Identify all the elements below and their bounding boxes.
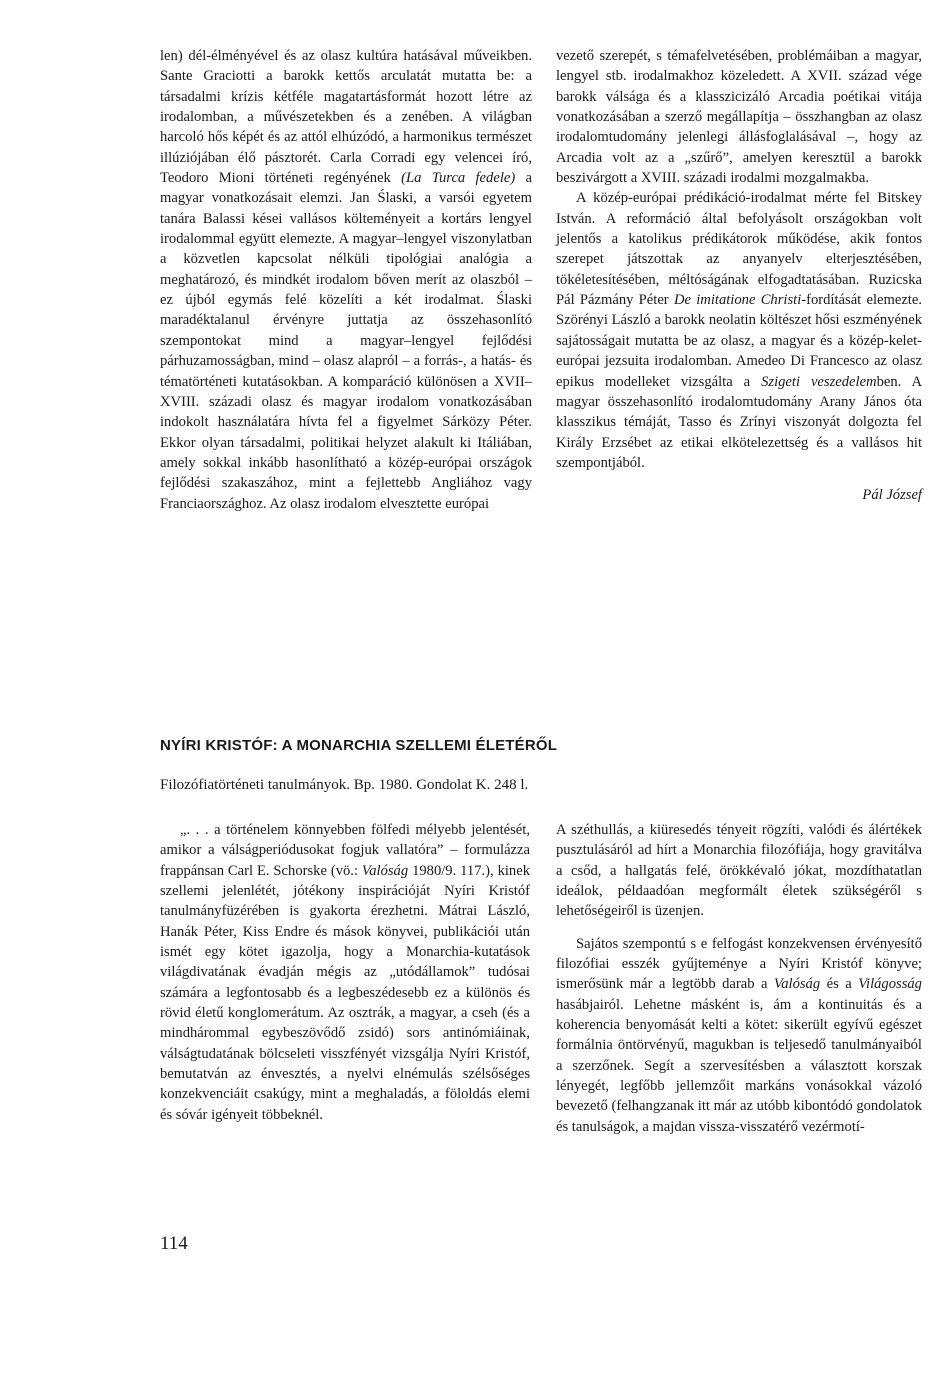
previous-review-left-column: [160, 46, 532, 514]
review-paragraph: „. . . a történelem könnyebben fölfedi mélyebb jelentését, amikor a válságperiódusokat fogjuk vallatóra” – formulázza frappánsan Carl E. Schorske (vö.: Valóság 1980/9. 117.), kinek szellemi jelenlétét, jótékony inspirációját Nyíri Kristóf tanulmányfüzérében is gyakorta érezhetni. Mátrai László, Hanák Péter, Kiss Endre és mások könyvei, publikációi után ismét egy kötet igazolja, hogy a Monarchia-kutatások világdivatának évadján mégis az „utódállamok” tudósai számára a legfontosabb és a legbeszédesebb ez a különös és rövid életű konglomerátum. Az osztrák, a magyar, a cseh (és a mindhárommal egybeszövődő zsidó) sors antinómiáinak, válságtudatának bölcseleti visszfényét vizsgálja Nyíri Kristóf, bemutatván az énvesztés, a nyelvi elnémulás szélsőséges konzekvenciáit csakúgy, mint a meghaladás, a föloldás elemi és sóvár igényeit többeknél.: [160, 822, 530, 1123]
previous-review-paragraph: A közép-európai prédikáció-irodalmat mérte fel Bitskey István. A reformáció által befolyásolt országokban volt jelentős a katolikus prédikátorok működése, akik fontos szerepet játszottak az anyanyelv elterjesztésében, tökéletesítésében, méltóságának elfogadtatásában. Ruzicska Pál Pázmány Péter De imitatione Christi-fordítását elemezte. Szörényi László a barokk neolatin költészet hősi eszményének sajátosságait mutatta be az olasz, a magyar és a közép-kelet-európai jezsuita irodalomban. Amedeo Di Francesco az olasz epikus modelleket vizsgálta a Szigeti veszedelemben. A magyar összehasonlító irodalomtudomány Arany János óta klasszikus témáját, Tasso és Zrínyi viszonyát dolgozta fel Király Erzsébet az etikai elkötelezettség és a vallásos hit szempontjából.: [556, 190, 922, 471]
review-paragraph: A széthullás, a kiüresedés tényeit rögzíti, valódi és álértékek pusztulásáról ad hírt a Monarchia filozófiája, hogy gravitálva a csőd, a hallgatás felé, örökkévaló jókat, mozdíthatatlan ideálok, példaadóan megformált életek szükségéről s lehetőségeiről is üzenjen.: [556, 822, 922, 920]
work-title: Szigeti veszedelem: [761, 373, 877, 390]
previous-review-paragraph: len) dél-élményével és az olasz kultúra hatásával műveikben. Sante Graciotti a barokk kettős arculatát mutatta be: a társadalmi krízis kétféle magatartásformát hozott létre az irodalomban, a művészetekben és a zenében. A világban harcoló hős képét és az attól elhúzódó, a harmonikus természet illúziójában élő pásztorét. Carla Corradi egy velencei író, Teodoro Mioni történeti regényének (La Turca fedele) a magyar vonatkozásait elemzi. Jan Ślaski, a varsói egyetem tanára Balassi kései vallásos költeményeit a kortárs lengyel irodalommal együtt elemezte. A magyar–lengyel viszonylatban a közvetlen kapcsolat nélküli tipológiai analógia a meghatározó, és mindkét irodalom bőven merít az olaszból – ez újból egymás felé közelíti a két irodalmat. Ślaski maradéktalanul érvényre juttatja az összehasonlító szempontokat mind a magyar–lengyel fejlődési párhuzamosságban, mind – olasz alapról – a forrás-, a hatás- és tématörténeti kutatásokban. A komparáció különösen a XVII–XVIII. századi olasz és magyar irodalom vonatkozásában indokolt használatára hívta fel a figyelmet Sárközy Péter. Ekkor olyan társadalmi, politikai helyzet alakult ki Itáliában, amely sokkal inkább hasonlítható a közép-európai országok fejlődési szakaszához, mint a fejlettebb Angliához vagy Franciaországhoz. Az olasz irodalom elvesztette európai: [160, 48, 532, 512]
review-title: NYÍRI KRISTÓF: A MONARCHIA SZELLEMI ÉLETÉRŐL: [160, 737, 558, 754]
work-title: De imitatione Christi: [673, 292, 802, 309]
review-paragraph: Sajátos szempontú s e felfogást konzekvensen érvényesítő filozófiai esszék gyűjteménye a Nyíri Kristóf könyve; ismerősünk már a legtöbb darab a Valóság és a Világosság hasábjairól. Lehetne másként is, ám a kontinuitás és a koherencia benyomását kelti a kötet: sikerült egyívű egészet formálnia öntörvényű, magukban is teljesedő tanulmányaiból a szerzőnek. Segít a szervesítésben a választott korszak lényegét, legfőbb jellemzőit markáns vonásokkal vázoló bevezető (felhangzanak itt már az utóbb kibontódó gondolatok és tanulságok, a majdan vissza-visszatérő vezérmotí-: [556, 935, 922, 1135]
page-number: 114: [160, 1233, 188, 1254]
previous-review-right-column: [556, 46, 922, 506]
novel-title: (La Turca fedele): [401, 170, 516, 187]
previous-review-paragraph: vezető szerepét, s témafelvetésében, problémáiban a magyar, lengyel stb. irodalmakhoz közeledett. A XVII. század vége barokk válsága és a klasszicizáló Arcadia poétikai vitája vonatkozásában a szerző megállapítja – összhangban az olasz irodalomtudomány jelenlegi állásfoglalásával –, hogy az Arcadia volt az a „szűrő”, amelyen keresztül a barokk beszivárgott a XVIII. századi irodalmi mozgalmakba.: [556, 48, 922, 187]
review-right-column: [556, 820, 922, 1137]
author-signature: Pál József: [862, 487, 922, 504]
journal-title: Valóság: [361, 862, 409, 879]
journal-title: Valóság: [773, 976, 821, 993]
review-left-column: [160, 820, 530, 1125]
journal-title: Világosság: [858, 976, 922, 993]
review-source: Filozófiatörténeti tanulmányok. Bp. 1980. Gondolat K. 248 l.: [160, 777, 529, 793]
